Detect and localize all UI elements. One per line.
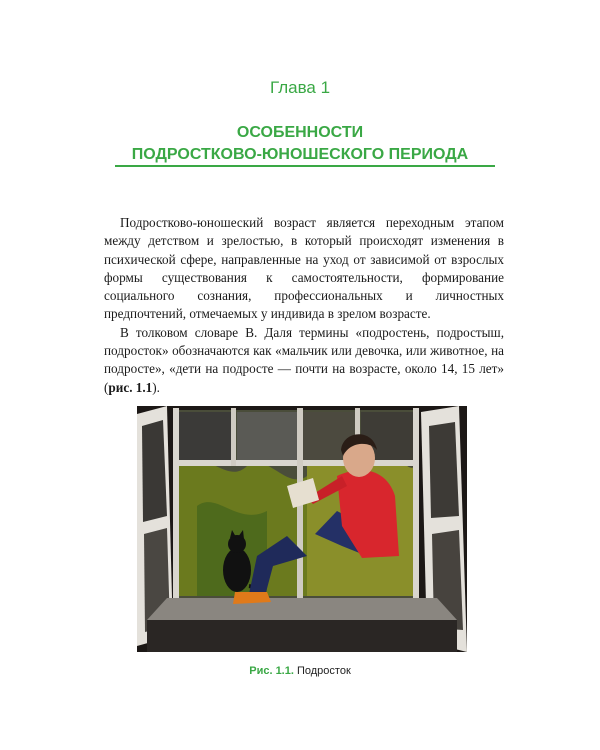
paragraph-1: Подростково-юношеский возраст является переходным этапом между детством и зрелостью, в который происходят изменения в психической сфере, направленные на уход от зависимой от взрослых формы существования к самостоятельности, формирование социального сознания, профессиональных и личностных предпочтений, отмечаемых у индивида в зрелом возрасте. (104, 215, 504, 322)
figure-caption (0, 665, 600, 677)
caption-label: Рис. 1.1. (249, 665, 294, 677)
chapter-label: Глава 1 (269, 78, 331, 97)
figure-illustration (137, 406, 467, 652)
chapter-title (0, 122, 600, 166)
title-underline (115, 165, 495, 167)
paragraph-2 (104, 324, 504, 397)
figure-reference: рис. 1.1 (108, 379, 153, 395)
paragraph-2-end: ). (152, 379, 160, 395)
chapter-title-line-1: ОСОБЕННОСТИ (236, 124, 364, 141)
chapter-title-line-2: ПОДРОСТКОВО-ЮНОШЕСКОГО ПЕРИОДА (131, 146, 469, 163)
caption-text: Подросток (293, 665, 351, 677)
body-text (104, 214, 504, 397)
paragraph-2-text: В толковом словаре В. Даля термины «подростень, подростыш, подросток» обозначаются как «мальчик или девочка, или животное, на подросте», «дети на подросте — почти на возрасте, около 14, 15 лет» ( (104, 324, 504, 395)
teenager-at-window-drawing (137, 406, 467, 652)
